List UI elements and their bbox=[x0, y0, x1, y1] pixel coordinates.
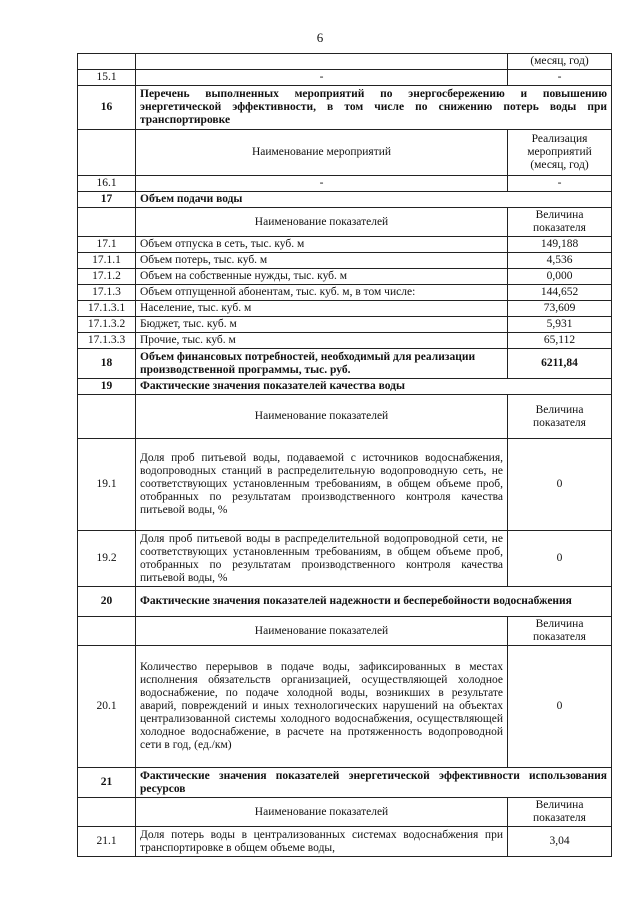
table-row bbox=[78, 301, 612, 317]
value-header: (месяц, год) bbox=[508, 54, 612, 70]
section-18-row bbox=[78, 349, 612, 379]
report-table bbox=[77, 53, 612, 857]
row-value: 65,112 bbox=[508, 333, 612, 349]
value-header: Величина показателя bbox=[508, 395, 612, 439]
section-title: Фактические значения показателей энергетической эффективности использования ресурсов bbox=[136, 768, 612, 798]
section-20-header-row bbox=[78, 617, 612, 646]
continuation-header-row bbox=[78, 54, 612, 70]
row-name: Бюджет, тыс. куб. м bbox=[136, 317, 508, 333]
row-value: 0,000 bbox=[508, 269, 612, 285]
name-header: Наименование показателей bbox=[136, 395, 508, 439]
section-16-title-row bbox=[78, 86, 612, 130]
row-value: 73,609 bbox=[508, 301, 612, 317]
section-title: Объем подачи воды bbox=[136, 192, 612, 208]
section-title: Объем финансовых потребностей, необходимый для реализации производственной программы, тыс. руб. bbox=[136, 349, 508, 379]
row-name: Количество перерывов в подаче воды, зафиксированных в местах исполнения обязательств организацией, осуществляющей холодное водоснабжение, по подаче холодной воды, возникших в результате аварий, повреждений и иных технологических нарушений на объектах централизованной системы холодного водоснабжения, осуществляющей холодное водоснабжение, в расчете на протяженность водопроводной сети в год, (ед./км) bbox=[136, 646, 508, 768]
page-number: 6 bbox=[316, 30, 324, 45]
table-row bbox=[78, 237, 612, 253]
name-header: Наименование мероприятий bbox=[136, 130, 508, 176]
section-21-title-row bbox=[78, 768, 612, 798]
section-value: 6211,84 bbox=[508, 349, 612, 379]
row-value: 5,931 bbox=[508, 317, 612, 333]
row-number: 16.1 bbox=[78, 176, 136, 192]
table-row bbox=[78, 176, 612, 192]
value-header: Реализация мероприятий (месяц, год) bbox=[508, 130, 612, 176]
row-name: Доля проб питьевой воды, подаваемой с источников водоснабжения, водопроводных станций в распределительную водопроводную сеть, не соответствующих установленным требованиям, в общем объеме проб, отобранных по результатам производственного контроля качества питьевой воды, % bbox=[136, 439, 508, 531]
section-17-title-row bbox=[78, 192, 612, 208]
value-header: Величина показателя bbox=[508, 617, 612, 646]
section-16-header-row bbox=[78, 130, 612, 176]
table-row bbox=[78, 531, 612, 587]
section-number: 17 bbox=[78, 192, 136, 208]
row-number: 15.1 bbox=[78, 70, 136, 86]
table-row bbox=[78, 827, 612, 857]
section-number: 18 bbox=[78, 349, 136, 379]
row-number: 17.1.3.1 bbox=[78, 301, 136, 317]
name-header: Наименование показателей bbox=[136, 617, 508, 646]
row-value: 149,188 bbox=[508, 237, 612, 253]
row-number: 20.1 bbox=[78, 646, 136, 768]
row-value: 144,652 bbox=[508, 285, 612, 301]
row-name: Прочие, тыс. куб. м bbox=[136, 333, 508, 349]
section-title: Фактические значения показателей качества воды bbox=[136, 379, 612, 395]
row-name: - bbox=[136, 70, 508, 86]
table-row bbox=[78, 269, 612, 285]
table-row bbox=[78, 285, 612, 301]
row-value: 0 bbox=[508, 531, 612, 587]
row-number: 17.1 bbox=[78, 237, 136, 253]
row-value: 0 bbox=[508, 646, 612, 768]
row-name: Доля проб питьевой воды в распределительной водопроводной сети, не соответствующих установленным требованиям, в общем объеме проб, отобранных по результатам производственного контроля качества питьевой воды, % bbox=[136, 531, 508, 587]
row-name: Доля потерь воды в централизованных системах водоснабжения при транспортировке в общем объеме воды, bbox=[136, 827, 508, 857]
section-number: 16 bbox=[78, 86, 136, 130]
value-header: Величина показателя bbox=[508, 208, 612, 237]
row-value: - bbox=[508, 70, 612, 86]
row-number: 17.1.3.2 bbox=[78, 317, 136, 333]
section-number: 20 bbox=[78, 587, 136, 617]
row-value: 4,536 bbox=[508, 253, 612, 269]
row-value: 0 bbox=[508, 439, 612, 531]
row-name: Объем отпуска в сеть, тыс. куб. м bbox=[136, 237, 508, 253]
name-header: Наименование показателей bbox=[136, 208, 508, 237]
table-row bbox=[78, 317, 612, 333]
row-number: 19.2 bbox=[78, 531, 136, 587]
row-number: 17.1.3.3 bbox=[78, 333, 136, 349]
row-name: Объем на собственные нужды, тыс. куб. м bbox=[136, 269, 508, 285]
row-name: Население, тыс. куб. м bbox=[136, 301, 508, 317]
table-row bbox=[78, 333, 612, 349]
section-21-header-row bbox=[78, 798, 612, 827]
section-number: 21 bbox=[78, 768, 136, 798]
row-value: - bbox=[508, 176, 612, 192]
row-number: 17.1.2 bbox=[78, 269, 136, 285]
row-value: 3,04 bbox=[508, 827, 612, 857]
section-title: Фактические значения показателей надежности и бесперебойности водоснабжения bbox=[136, 587, 612, 617]
value-header: Величина показателя bbox=[508, 798, 612, 827]
table-row bbox=[78, 646, 612, 768]
table-row bbox=[78, 70, 612, 86]
section-20-title-row bbox=[78, 587, 612, 617]
row-name: Объем отпущенной абонентам, тыс. куб. м, в том числе: bbox=[136, 285, 508, 301]
section-19-header-row bbox=[78, 395, 612, 439]
row-number: 17.1.3 bbox=[78, 285, 136, 301]
section-19-title-row bbox=[78, 379, 612, 395]
row-name: - bbox=[136, 176, 508, 192]
table-row bbox=[78, 439, 612, 531]
row-number: 19.1 bbox=[78, 439, 136, 531]
row-number: 21.1 bbox=[78, 827, 136, 857]
name-header: Наименование показателей bbox=[136, 798, 508, 827]
section-number: 19 bbox=[78, 379, 136, 395]
section-17-header-row bbox=[78, 208, 612, 237]
section-title: Перечень выполненных мероприятий по энергосбережению и повышению энергетической эффективности, в том числе по снижению потерь воды при транспортировке bbox=[136, 86, 612, 130]
table-row bbox=[78, 253, 612, 269]
row-name: Объем потерь, тыс. куб. м bbox=[136, 253, 508, 269]
row-number: 17.1.1 bbox=[78, 253, 136, 269]
